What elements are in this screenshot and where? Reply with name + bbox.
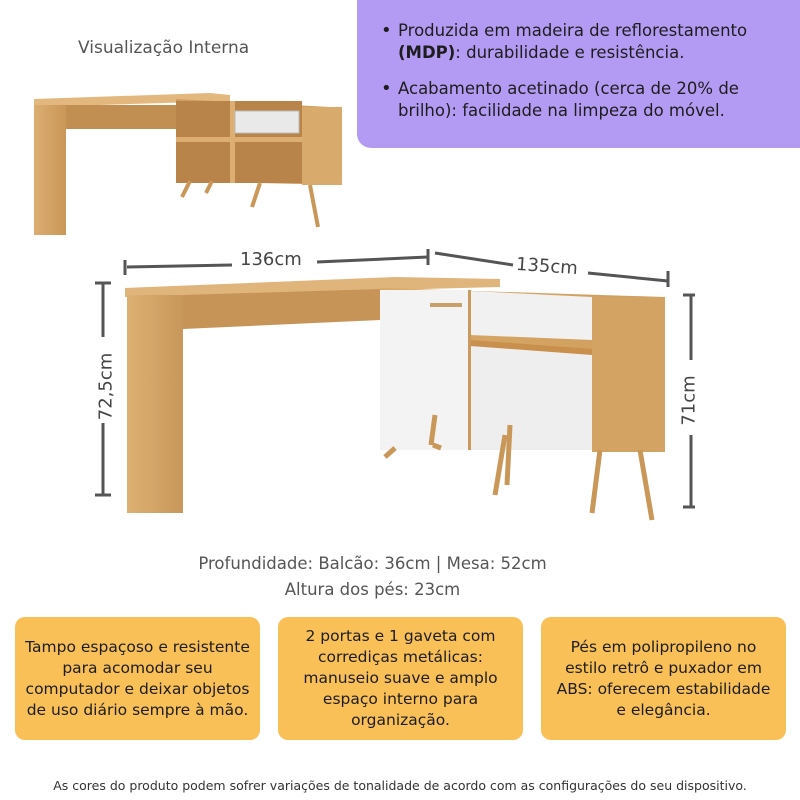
foot: [640, 450, 652, 520]
cabinet-side: [302, 107, 342, 185]
product-illustration: [95, 245, 695, 530]
foot: [433, 445, 441, 448]
dim-cabinet-height: 71cm: [678, 375, 700, 426]
info-box: [357, 0, 800, 148]
cabinet-drawer-top: [470, 291, 592, 340]
cabinet-door: [380, 290, 468, 450]
cabinet-drawer: [235, 111, 299, 133]
spec-depth: Profundidade: Balcão: 36cm | Mesa: 52cm: [198, 554, 547, 573]
foot: [592, 450, 600, 513]
cabinet-side: [592, 297, 665, 452]
dim-line: [435, 253, 513, 265]
info-text: Produzida em madeira de reflorestamento: [398, 21, 748, 40]
cabinet-door-lower: [470, 343, 592, 450]
foot: [252, 183, 260, 207]
feature-card-feet: [541, 617, 786, 740]
dim-desk-width: 136cm: [240, 249, 302, 270]
info-item-finish: [379, 78, 780, 122]
info-text: : durabilidade e resistência.: [455, 43, 685, 62]
feature-text: 2 portas e 1 gaveta com corrediças metálicas: manuseio suave e amplo espaço interno para organização.: [303, 627, 498, 729]
disclaimer: As cores do produto podem sofrer variações de tonalidade de acordo com as configurações do seu dispositivo.: [53, 778, 747, 793]
internal-view-illustration: [30, 85, 350, 240]
desk-leg-panel: [34, 105, 66, 235]
foot: [310, 185, 318, 227]
cabinet-divider: [468, 290, 471, 450]
dim-line: [317, 257, 428, 262]
dim-cabinet-width: 135cm: [515, 253, 579, 280]
door-handle: [430, 303, 462, 307]
feature-card-doors: [278, 617, 523, 740]
info-list: [379, 20, 780, 122]
spec-feet-height: Altura dos pés: 23cm: [284, 580, 461, 599]
feature-text: Pés em polipropileno no estilo retrô e puxador em ABS: oferecem estabilidade e elegância.: [556, 637, 771, 719]
dim-line: [127, 265, 232, 267]
feature-text: Tampo espaçoso e resistente para acomodar seu computador e deixar objetos de uso diário sempre à mão.: [25, 637, 250, 719]
desk-side-panel: [127, 295, 183, 513]
internal-view-title: Visualização Interna: [78, 38, 250, 58]
dim-desk-height: 72,5cm: [95, 352, 117, 421]
feature-card-top: [15, 617, 260, 740]
info-item-material: [379, 20, 780, 64]
foot: [182, 181, 190, 197]
foot: [507, 425, 510, 485]
desk-modesty-panel: [66, 105, 176, 129]
cabinet-shelf: [176, 137, 302, 142]
info-text: Acabamento acetinado (cerca de 20% de brilho): facilidade na limpeza do móvel.: [398, 79, 739, 120]
desk-front-panel: [183, 289, 380, 329]
dim-line: [588, 273, 668, 281]
cabinet-divider: [230, 101, 235, 183]
info-bold: (MDP): [398, 43, 456, 62]
